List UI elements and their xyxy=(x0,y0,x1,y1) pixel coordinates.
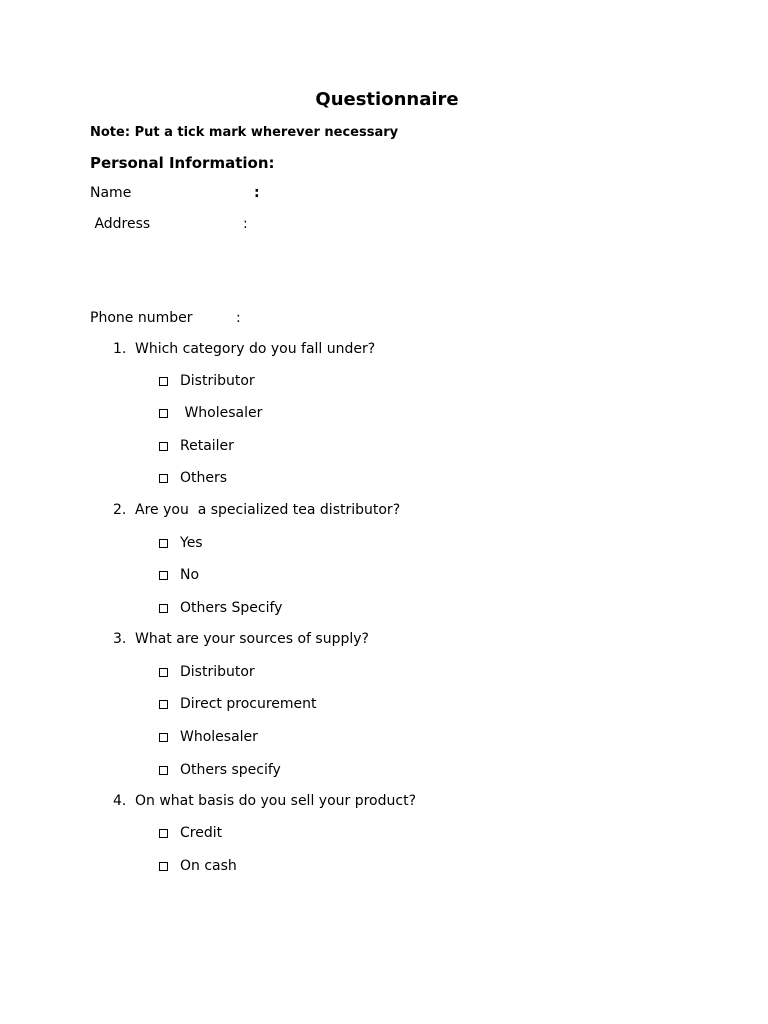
question-1-number: 1. xyxy=(113,341,127,357)
option-q1-wholesaler: Wholesaler xyxy=(180,405,263,421)
page-title: Questionnaire xyxy=(315,89,459,110)
question-2-number: 2. xyxy=(113,502,127,518)
checkbox-q1-others[interactable] xyxy=(159,474,168,483)
checkbox-q3-direct-procurement[interactable] xyxy=(159,700,168,709)
checkbox-q4-on-cash[interactable] xyxy=(159,862,168,871)
option-q2-others-specify: Others Specify xyxy=(180,600,283,616)
checkbox-q3-distributor[interactable] xyxy=(159,668,168,677)
name-label: Name xyxy=(90,185,132,201)
option-q1-distributor: Distributor xyxy=(180,373,255,389)
checkbox-q4-credit[interactable] xyxy=(159,829,168,838)
name-colon: : xyxy=(254,185,260,201)
question-4-number: 4. xyxy=(113,793,127,809)
checkbox-q3-others-specify[interactable] xyxy=(159,766,168,775)
question-3-text: What are your sources of supply? xyxy=(135,631,369,647)
question-1-text: Which category do you fall under? xyxy=(135,341,376,357)
address-colon: : xyxy=(243,216,248,232)
question-2-text: Are you a specialized tea distributor? xyxy=(135,502,401,518)
checkbox-q1-wholesaler[interactable] xyxy=(159,409,168,418)
option-q3-distributor: Distributor xyxy=(180,664,255,680)
checkbox-q2-others-specify[interactable] xyxy=(159,604,168,613)
checkbox-q3-wholesaler[interactable] xyxy=(159,733,168,742)
checkbox-q1-distributor[interactable] xyxy=(159,377,168,386)
phone-colon: : xyxy=(236,310,241,326)
note-text: Note: Put a tick mark wherever necessary xyxy=(90,125,399,140)
checkbox-q2-no[interactable] xyxy=(159,571,168,580)
question-3-number: 3. xyxy=(113,631,127,647)
question-4-text: On what basis do you sell your product? xyxy=(135,793,416,809)
option-q3-others-specify: Others specify xyxy=(180,762,281,778)
personal-info-heading: Personal Information: xyxy=(90,154,275,172)
option-q2-no: No xyxy=(180,567,200,583)
option-q1-others: Others xyxy=(180,470,228,486)
checkbox-q2-yes[interactable] xyxy=(159,539,168,548)
option-q2-yes: Yes xyxy=(180,535,203,551)
phone-label: Phone number xyxy=(90,310,193,326)
option-q4-on-cash: On cash xyxy=(180,858,237,874)
checkbox-q1-retailer[interactable] xyxy=(159,442,168,451)
option-q3-direct-procurement: Direct procurement xyxy=(180,696,317,712)
option-q3-wholesaler: Wholesaler xyxy=(180,729,258,745)
option-q1-retailer: Retailer xyxy=(180,438,234,454)
option-q4-credit: Credit xyxy=(180,825,223,841)
address-label: Address xyxy=(90,216,151,232)
